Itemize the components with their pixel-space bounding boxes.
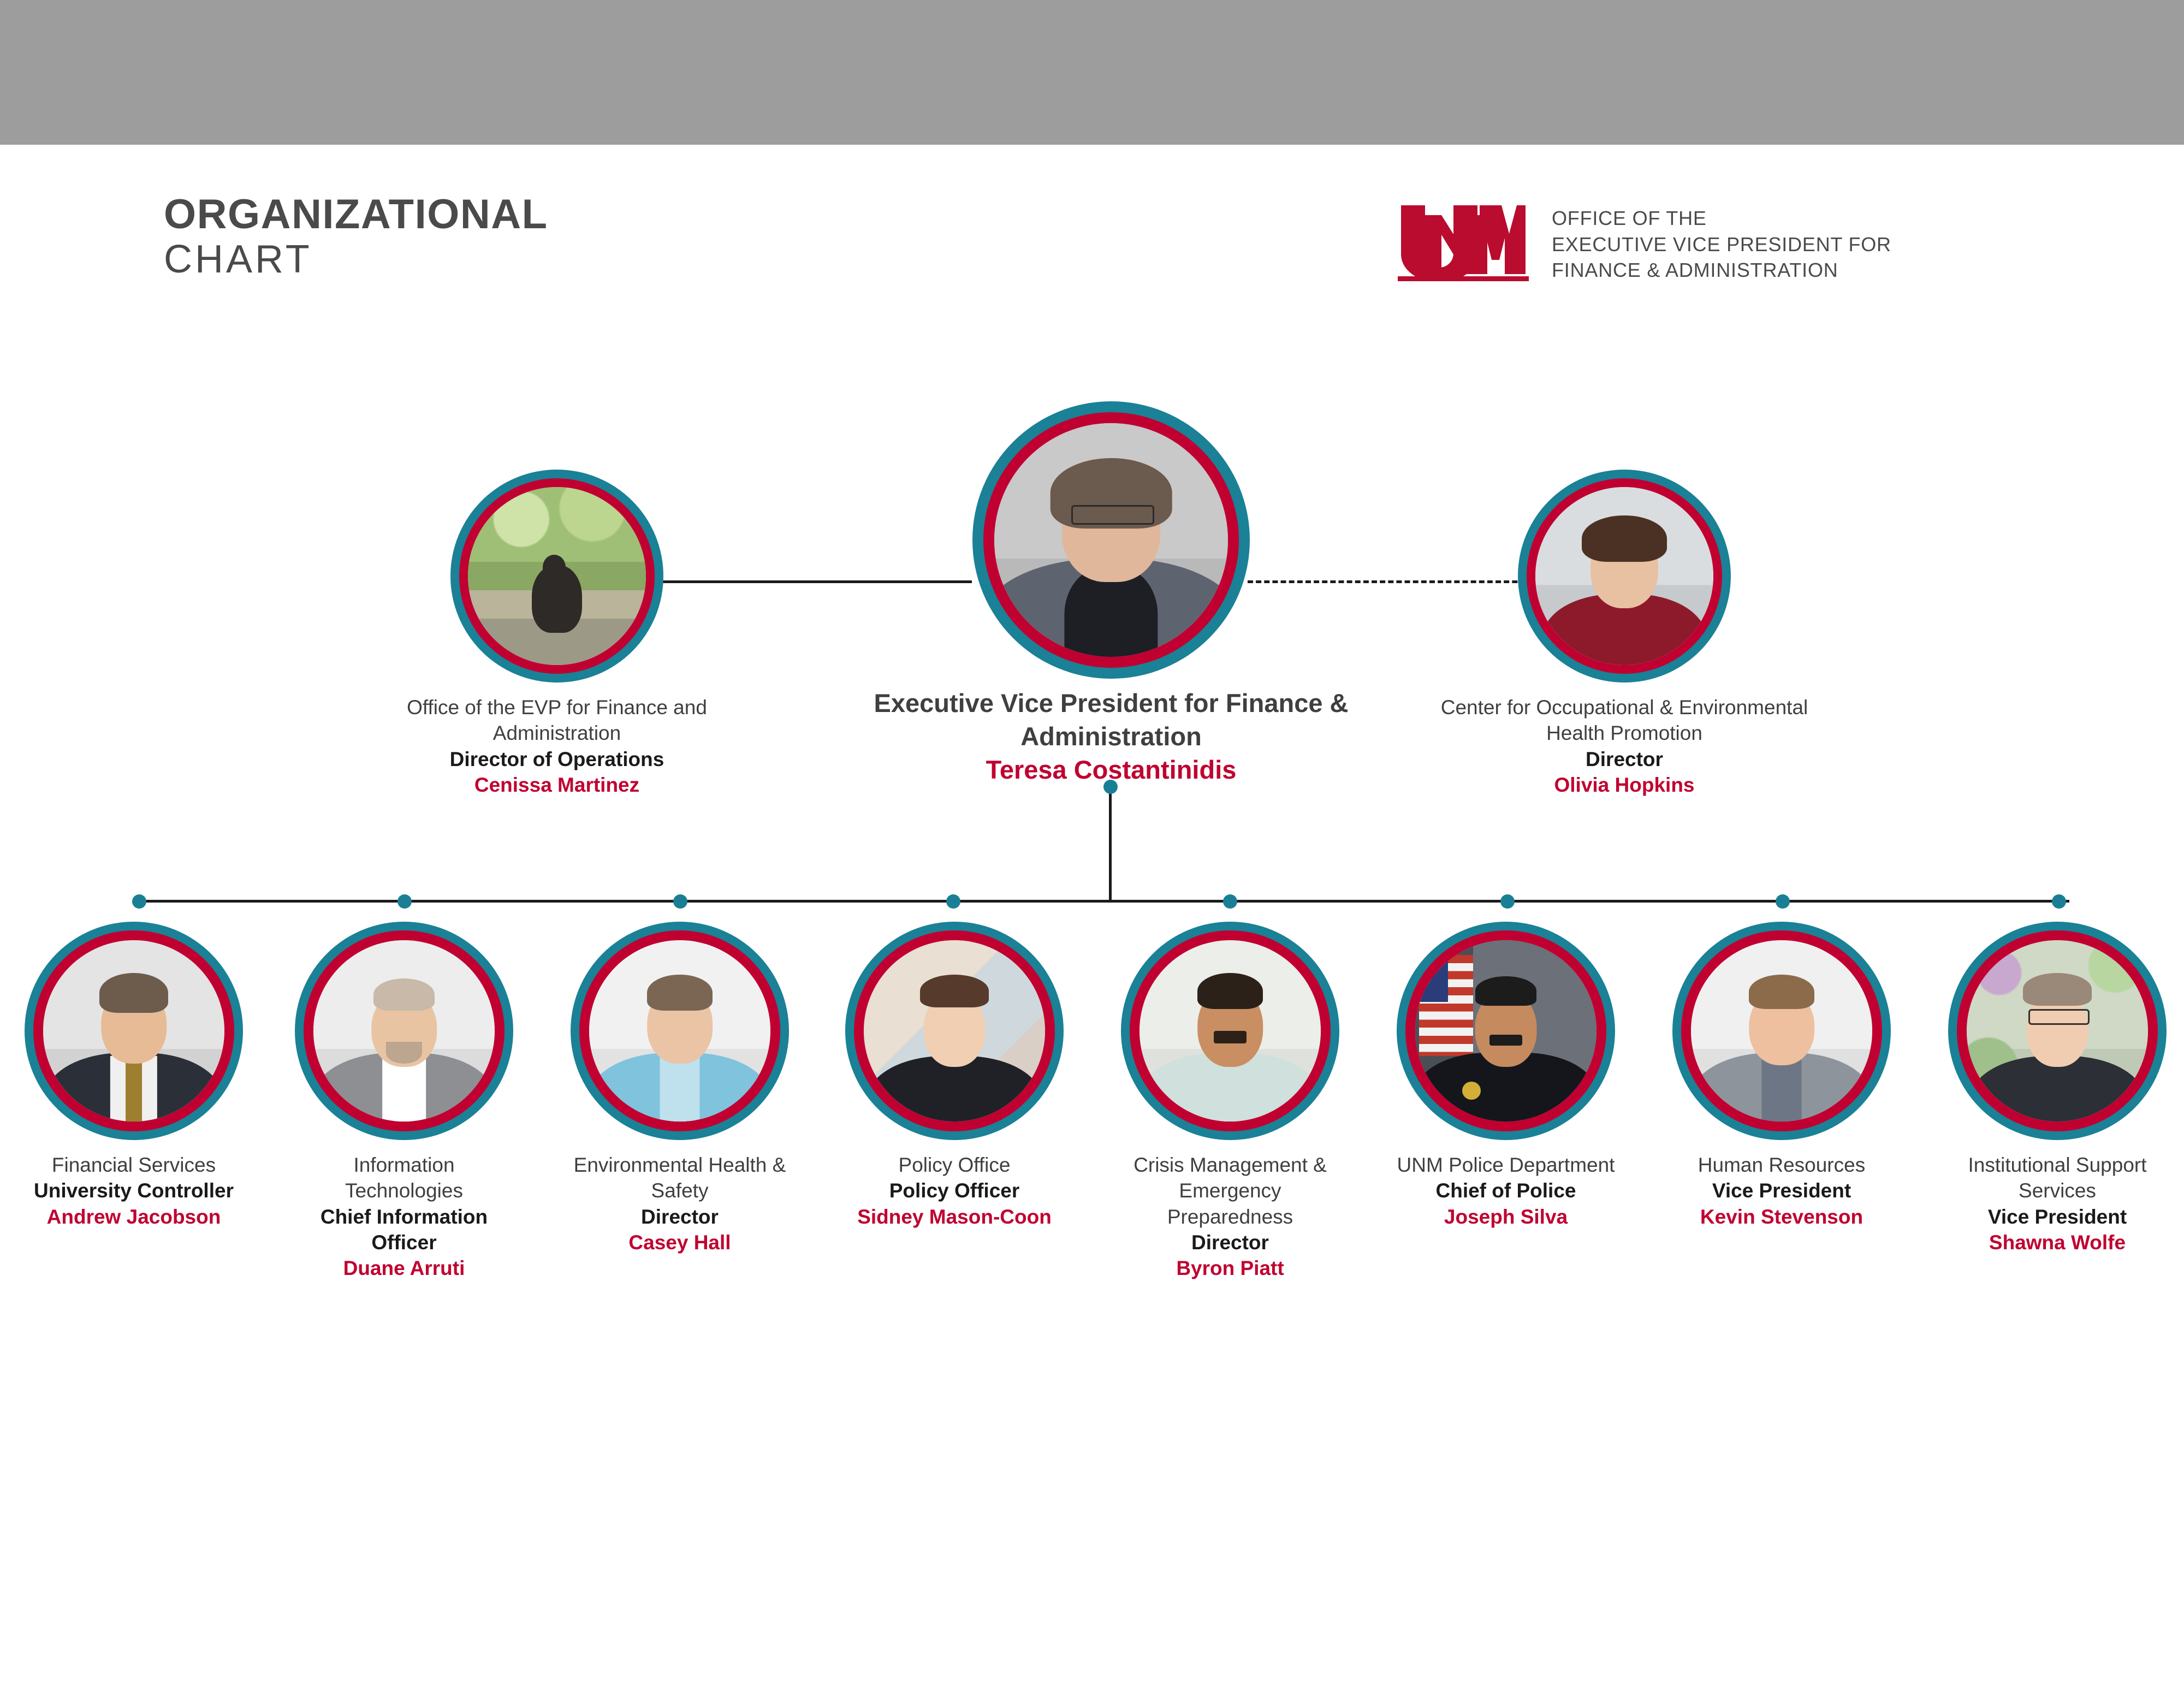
connector-dot-human-resources	[1776, 894, 1790, 909]
labels-evp-office	[360, 695, 753, 798]
person-human-resources: Kevin Stevenson	[1700, 1205, 1863, 1228]
labels-policy-office	[845, 1152, 1064, 1230]
connector-dot-financial-services	[132, 894, 146, 909]
avatar-environmental-health-safety	[571, 922, 789, 1140]
labels-executive-vice-president	[835, 686, 1387, 786]
avatar-policy-office	[845, 922, 1064, 1140]
avatar-financial-services	[25, 922, 243, 1140]
unm-lobo-logo-icon	[1398, 202, 1529, 281]
connector-evp-stem	[1109, 786, 1112, 901]
dept-policy-office: Policy Office	[898, 1154, 1011, 1176]
avatar-center-occupational-environmental-health	[1518, 470, 1731, 683]
title-line-chart: CHART	[164, 238, 312, 281]
role-institutional-support-services: Vice President	[1987, 1205, 2127, 1228]
person-environmental-health-safety: Casey Hall	[628, 1231, 731, 1254]
labels-center-occupational-environmental-health	[1425, 695, 1824, 798]
avatar-evp-office	[450, 470, 663, 683]
role-financial-services: University Controller	[34, 1179, 234, 1202]
dept-executive-vice-president: Executive Vice President for Finance & Administration	[874, 689, 1349, 751]
avatar-information-technologies	[295, 922, 513, 1140]
role-evp-office: Director of Operations	[449, 747, 664, 770]
dept-crisis-management: Crisis Management & Emergency Preparedness	[1133, 1154, 1327, 1228]
person-information-technologies: Duane Arruti	[343, 1257, 465, 1280]
avatar-human-resources	[1672, 922, 1891, 1140]
person-evp-office: Cenissa Martinez	[474, 774, 640, 797]
office-line-1: OFFICE OF THE	[1552, 207, 1707, 229]
dept-financial-services: Financial Services	[51, 1154, 216, 1176]
dept-institutional-support-services: Institutional Support Services	[1968, 1154, 2147, 1202]
connector-dot-policy-office	[946, 894, 960, 909]
connector-dot-crisis-management	[1223, 894, 1237, 909]
connector-dot-institutional-support-services	[2052, 894, 2066, 909]
top-gray-bar	[0, 0, 2184, 145]
node-institutional-support-services[interactable]	[1948, 922, 2167, 1255]
node-unm-police-department[interactable]	[1397, 922, 1615, 1230]
node-financial-services[interactable]	[25, 922, 243, 1230]
node-information-technologies[interactable]	[295, 922, 513, 1281]
role-human-resources: Vice President	[1712, 1179, 1851, 1202]
dept-information-technologies: Information Technologies	[345, 1154, 463, 1202]
connector-dot-environmental-health-safety	[673, 894, 687, 909]
dept-evp-office: Office of the EVP for Finance and Administration	[407, 696, 707, 745]
office-line-3: FINANCE & ADMINISTRATION	[1552, 259, 1838, 282]
person-policy-office: Sidney Mason-Coon	[857, 1205, 1052, 1228]
person-institutional-support-services: Shawna Wolfe	[1989, 1231, 2126, 1254]
node-crisis-management[interactable]	[1121, 922, 1339, 1281]
office-name	[1552, 202, 1891, 283]
node-policy-office[interactable]	[845, 922, 1064, 1230]
avatar-executive-vice-president	[972, 401, 1250, 679]
labels-unm-police-department	[1397, 1152, 1615, 1230]
labels-environmental-health-safety	[571, 1152, 789, 1255]
dept-unm-police-department: UNM Police Department	[1397, 1154, 1615, 1176]
node-executive-vice-president[interactable]	[835, 401, 1387, 786]
connector-dot-information-technologies	[397, 894, 412, 909]
node-environmental-health-safety[interactable]	[571, 922, 789, 1255]
dept-environmental-health-safety: Environmental Health & Safety	[573, 1154, 786, 1202]
role-crisis-management: Director	[1191, 1231, 1269, 1254]
office-line-2: EXECUTIVE VICE PRESIDENT FOR	[1552, 233, 1891, 256]
dept-center-occupational-environmental-health: Center for Occupational & Environmental Health Promotion	[1440, 696, 1808, 745]
labels-crisis-management	[1121, 1152, 1339, 1281]
avatar-institutional-support-services	[1948, 922, 2167, 1140]
title-line-organizational: ORGANIZATIONAL	[164, 191, 548, 238]
person-financial-services: Andrew Jacobson	[46, 1205, 221, 1228]
connector-dot-unm-police-department	[1500, 894, 1515, 909]
labels-institutional-support-services	[1948, 1152, 2167, 1255]
node-evp-office[interactable]	[360, 470, 753, 798]
role-information-technologies: Chief Information Officer	[320, 1205, 488, 1254]
unm-logo-block	[1398, 202, 1891, 283]
labels-information-technologies	[295, 1152, 513, 1281]
role-unm-police-department: Chief of Police	[1435, 1179, 1576, 1202]
role-environmental-health-safety: Director	[641, 1205, 719, 1228]
avatar-unm-police-department	[1397, 922, 1615, 1140]
person-executive-vice-president: Teresa Costantinidis	[986, 755, 1237, 785]
node-human-resources[interactable]	[1672, 922, 1891, 1230]
person-center-occupational-environmental-health: Olivia Hopkins	[1554, 774, 1695, 797]
role-policy-office: Policy Officer	[889, 1179, 1020, 1202]
person-crisis-management: Byron Piatt	[1176, 1257, 1284, 1280]
node-center-occupational-environmental-health[interactable]	[1425, 470, 1824, 798]
labels-financial-services	[25, 1152, 243, 1230]
role-center-occupational-environmental-health: Director	[1586, 747, 1663, 770]
page-title	[164, 191, 548, 281]
avatar-crisis-management	[1121, 922, 1339, 1140]
person-unm-police-department: Joseph Silva	[1444, 1205, 1568, 1228]
labels-human-resources	[1672, 1152, 1891, 1230]
dept-human-resources: Human Resources	[1698, 1154, 1866, 1176]
